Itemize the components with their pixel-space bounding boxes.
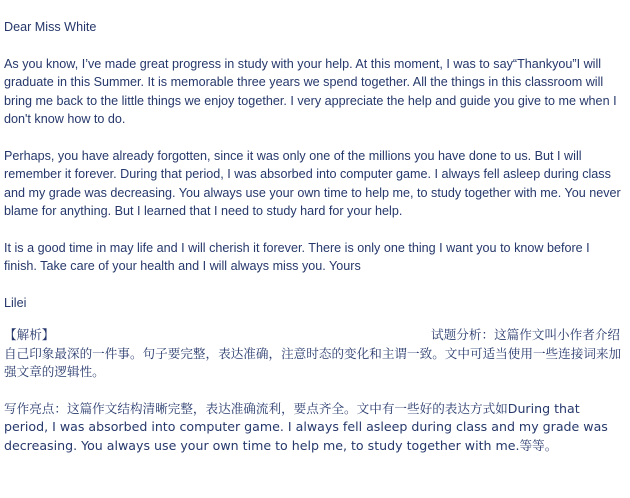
analysis-section [4, 326, 624, 382]
analysis-heading-right: 试题分析：这篇作文叫小作者介绍 [431, 327, 620, 342]
analysis-label: 【解析】 [4, 327, 55, 342]
analysis-body-text: 自己印象最深的一件事。句子要完整，表达准确，注意时态的变化和主谓一致。文中可适当使用一些连接词来加强文章的逻辑性。 [4, 345, 622, 379]
letter-paragraph-1: As you know, I’ve made great progress in study with your help. At this moment, I was to say“Thankyou”I will graduate in this Summer. It is memorable three years we spend together. All the things in this classroom will bring me back to the little things we enjoy together. I very appreciate the help and guide you give to me when I don't know how to do. [4, 56, 617, 126]
letter-paragraph-3: It is a good time in may life and I will cherish it forever. There is only one thing I want you to know before I finish. Take care of your health and I will always miss you. Yours [4, 240, 590, 273]
writing-highlights: 写作亮点：这篇作文结构清晰完整，表达准确流利，要点齐全。文中有一些好的表达方式如During that period, I was absorbed into computer game. I always fell asleep during class and my grade was decreasing. You always use your own time to help me, to study together with me.等等。 [4, 400, 608, 453]
letter-signature: Lilei [4, 295, 27, 310]
letter-paragraph-2: Perhaps, you have already forgotten, since it was only one of the millions you have done to us. But I will remember it forever. During that period, I was absorbed into computer game. I always fell asleep during class and my grade was decreasing. You always use your own time to help me, to study together with me. You never blame for anything. But I learned that I need to study hard for your help. [4, 148, 621, 218]
letter-body [4, 18, 624, 312]
letter-salutation: Dear Miss White [4, 20, 97, 34]
analysis-heading-row [4, 326, 624, 345]
